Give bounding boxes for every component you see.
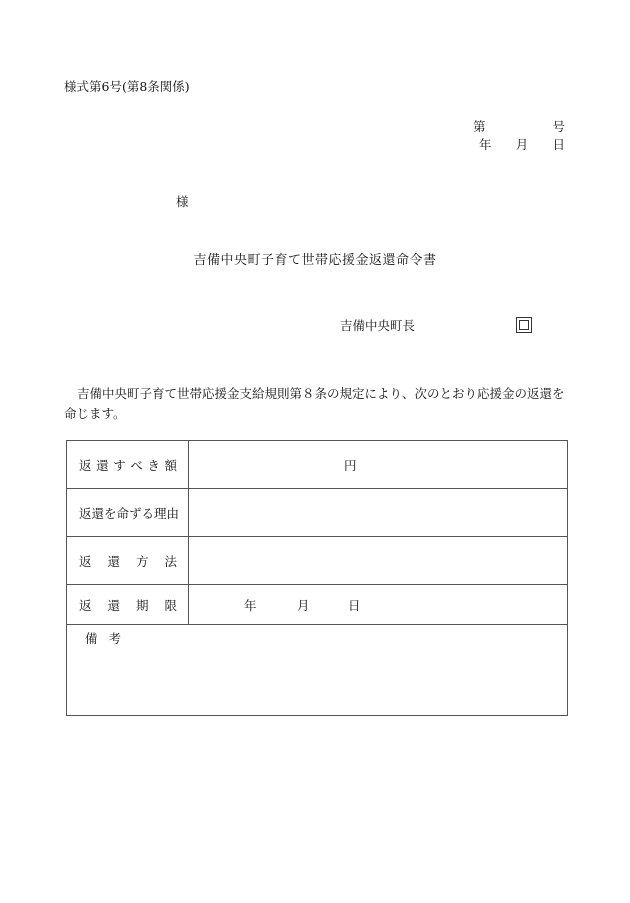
seal-inner-box [519, 320, 529, 330]
label-char: 限 [164, 597, 177, 613]
row-label-reason: 返還を命ずる理由 [79, 505, 180, 521]
row-label-cell [67, 441, 189, 488]
seal-stamp [516, 317, 532, 333]
label-char: べ [130, 457, 143, 473]
amount-value-cell [189, 441, 567, 488]
label-char: 法 [164, 553, 177, 569]
label-char: 還 [107, 597, 120, 613]
label-char: 還 [96, 457, 109, 473]
table-row-deadline [67, 585, 567, 625]
label-char: す [113, 457, 126, 473]
issue-date [479, 139, 565, 152]
table-row-reason [67, 489, 567, 537]
table-row-method [67, 537, 567, 585]
doc-number-prefix: 第 [473, 119, 486, 134]
label-char: き [147, 457, 160, 473]
row-label-cell [67, 537, 189, 584]
row-label-method [79, 552, 177, 570]
reason-value-cell [189, 489, 567, 536]
label-char: 返 [79, 597, 92, 613]
deadline-day: 日 [348, 597, 361, 613]
document-number [473, 121, 565, 134]
method-value-cell [189, 537, 567, 584]
deadline-value-cell [189, 585, 567, 624]
row-label-amount [79, 456, 177, 474]
yen-unit: 円 [344, 457, 357, 473]
issuer-name: 吉備中央町長 [340, 318, 416, 333]
label-char: 返 [79, 457, 92, 473]
table-row-amount [67, 441, 567, 489]
remarks-label [85, 629, 121, 647]
deadline-year: 年 [244, 597, 257, 613]
label-char: 備 [85, 631, 98, 646]
row-label-cell [67, 585, 189, 624]
document-title: 吉備中央町子育て世帯応援金返還命令書 [193, 253, 437, 268]
label-char: 方 [135, 553, 149, 569]
order-body-text: 吉備中央町子育て世帯応援金支給規則第８条の規定により、次のとおり応援金の返還を命じます。 [64, 386, 565, 421]
row-label-cell [67, 489, 189, 536]
doc-number-suffix: 号 [552, 119, 565, 134]
repayment-table [66, 440, 568, 716]
label-char: 還 [107, 553, 120, 569]
issue-date-year: 年 [479, 137, 492, 152]
label-char: 考 [108, 631, 121, 646]
label-char: 返 [79, 553, 92, 569]
row-label-deadline [79, 596, 177, 614]
label-char: 額 [164, 457, 177, 473]
label-char: 期 [135, 597, 149, 613]
recipient-honorific: 様 [176, 194, 189, 209]
deadline-month: 月 [297, 597, 310, 613]
form-number: 様式第6号(第8条関係) [64, 79, 190, 94]
issue-date-day: 日 [552, 137, 565, 152]
issue-date-month: 月 [515, 137, 529, 152]
